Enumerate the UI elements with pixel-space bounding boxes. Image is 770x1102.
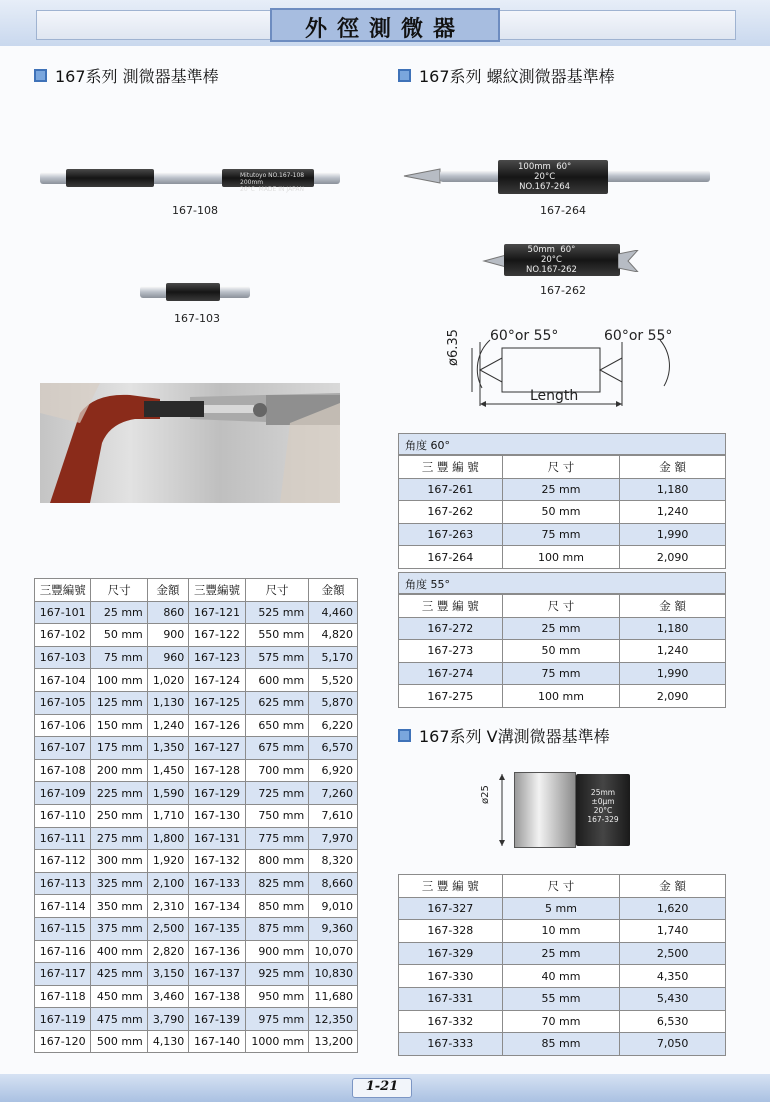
table-cell: 2,500 xyxy=(620,942,726,965)
table-cell: 425 mm xyxy=(91,963,147,986)
table-cell: 500 mm xyxy=(91,1030,147,1053)
table-row xyxy=(35,759,358,782)
table-cell: 75 mm xyxy=(91,646,147,669)
table-row xyxy=(35,737,358,760)
table-cell: 25 mm xyxy=(502,617,620,640)
table-cell: 167-123 xyxy=(189,646,245,669)
grip-marking: Mitutoyo NO.167-108 200mm 20°C MADE IN JAPAN xyxy=(240,172,305,193)
table-cell: 1,240 xyxy=(620,501,726,524)
table-row xyxy=(399,1010,726,1033)
angle-label-left: 60°or 55° xyxy=(490,328,559,344)
col-header-size: 尺寸 xyxy=(245,579,309,602)
page-number: 1-21 xyxy=(352,1078,412,1098)
table-cell: 167-106 xyxy=(35,714,91,737)
table-cell: 100 mm xyxy=(502,685,620,708)
table-row xyxy=(35,624,358,647)
table-cell: 250 mm xyxy=(91,804,147,827)
table-cell: 167-124 xyxy=(189,669,245,692)
section-heading-screw-bar xyxy=(398,64,615,87)
table-cell: 13,200 xyxy=(309,1030,358,1053)
table-row xyxy=(35,714,358,737)
table-cell: 1,620 xyxy=(620,897,726,920)
table-cell: 4,460 xyxy=(309,601,358,624)
table-cell: 2,500 xyxy=(147,917,189,940)
table-row xyxy=(399,640,726,663)
v-tip-icon xyxy=(618,250,640,272)
table-row xyxy=(399,662,726,685)
col-header-size: 尺 寸 xyxy=(502,595,620,618)
table-cell: 167-274 xyxy=(399,662,503,685)
table-cell: 800 mm xyxy=(245,850,309,873)
table-cell: 5,430 xyxy=(620,987,726,1010)
table-cell: 960 xyxy=(147,646,189,669)
image-caption: 167-103 xyxy=(174,312,220,325)
angle60-price-table xyxy=(398,455,726,569)
table-row xyxy=(35,804,358,827)
grip-marking: 100mm 60° 20°C NO.167-264 xyxy=(518,162,572,192)
table-cell: 5,170 xyxy=(309,646,358,669)
table-cell: 1,450 xyxy=(147,759,189,782)
table-cell: 4,350 xyxy=(620,965,726,988)
table-header-row xyxy=(35,579,358,602)
col-header-price: 金額 xyxy=(309,579,358,602)
table-cell: 10,830 xyxy=(309,963,358,986)
table-cell: 125 mm xyxy=(91,691,147,714)
table-cell: 725 mm xyxy=(245,782,309,805)
table-row xyxy=(35,646,358,669)
table-cell: 167-121 xyxy=(189,601,245,624)
table-cell: 175 mm xyxy=(91,737,147,760)
table-cell: 550 mm xyxy=(245,624,309,647)
table-cell: 1,590 xyxy=(147,782,189,805)
table-cell: 167-112 xyxy=(35,850,91,873)
table-cell: 9,360 xyxy=(309,917,358,940)
table-cell: 167-118 xyxy=(35,985,91,1008)
table-row xyxy=(399,685,726,708)
image-caption: 167-108 xyxy=(172,204,218,217)
table-cell: 225 mm xyxy=(91,782,147,805)
table-cell: 3,150 xyxy=(147,963,189,986)
table-cell: 167-140 xyxy=(189,1030,245,1053)
table-cell: 167-104 xyxy=(35,669,91,692)
table-cell: 900 mm xyxy=(245,940,309,963)
table-cell: 11,680 xyxy=(309,985,358,1008)
table-cell: 625 mm xyxy=(245,691,309,714)
table-cell: 1,920 xyxy=(147,850,189,873)
table-cell: 400 mm xyxy=(91,940,147,963)
table-row xyxy=(399,523,726,546)
table-cell: 12,350 xyxy=(309,1008,358,1031)
table-cell: 150 mm xyxy=(91,714,147,737)
table-row xyxy=(399,897,726,920)
table-cell: 7,260 xyxy=(309,782,358,805)
std-bar-price-table xyxy=(34,578,358,1053)
table-cell: 167-129 xyxy=(189,782,245,805)
table-cell: 167-114 xyxy=(35,895,91,918)
col-header-code: 三豐編號 xyxy=(35,579,91,602)
table-cell: 167-135 xyxy=(189,917,245,940)
table-cell: 4,130 xyxy=(147,1030,189,1053)
col-header-price: 金 額 xyxy=(620,595,726,618)
micrometer-photo-icon xyxy=(40,383,340,503)
table-cell: 75 mm xyxy=(502,662,620,685)
table-cell: 7,610 xyxy=(309,804,358,827)
table-header-row xyxy=(399,595,726,618)
table-cell: 600 mm xyxy=(245,669,309,692)
table-cell: 1000 mm xyxy=(245,1030,309,1053)
table-cell: 70 mm xyxy=(502,1010,620,1033)
table-row xyxy=(35,985,358,1008)
table-cell: 2,090 xyxy=(620,546,726,569)
page-title: 外徑測微器 xyxy=(304,17,465,42)
table-cell: 167-131 xyxy=(189,827,245,850)
table-cell: 25 mm xyxy=(502,942,620,965)
table-cell: 450 mm xyxy=(91,985,147,1008)
table-row xyxy=(399,478,726,501)
table-cell: 25 mm xyxy=(502,478,620,501)
table-cell: 167-127 xyxy=(189,737,245,760)
table-cell: 167-138 xyxy=(189,985,245,1008)
table-cell: 167-329 xyxy=(399,942,503,965)
angle-label-right: 60°or 55° xyxy=(604,328,673,344)
table-cell: 167-133 xyxy=(189,872,245,895)
table-cell: 900 xyxy=(147,624,189,647)
table-cell: 167-328 xyxy=(399,920,503,943)
table-cell: 1,240 xyxy=(147,714,189,737)
table-cell: 3,790 xyxy=(147,1008,189,1031)
table-cell: 975 mm xyxy=(245,1008,309,1031)
bar-grip xyxy=(166,283,220,301)
section-title: 167系列 螺紋測微器基準棒 xyxy=(419,67,615,86)
table-cell: 167-122 xyxy=(189,624,245,647)
table-row xyxy=(35,872,358,895)
table-cell: 167-102 xyxy=(35,624,91,647)
dimension-arrow-icon xyxy=(494,772,510,848)
table-cell: 5 mm xyxy=(502,897,620,920)
vbar-steel-body xyxy=(514,772,576,848)
table-cell: 6,530 xyxy=(620,1010,726,1033)
table-cell: 300 mm xyxy=(91,850,147,873)
table-cell: 525 mm xyxy=(245,601,309,624)
table-row xyxy=(35,1008,358,1031)
table-cell: 1,240 xyxy=(620,640,726,663)
table-cell: 575 mm xyxy=(245,646,309,669)
table-cell: 167-117 xyxy=(35,963,91,986)
table-cell: 167-134 xyxy=(189,895,245,918)
table-cell: 350 mm xyxy=(91,895,147,918)
table-cell: 860 xyxy=(147,601,189,624)
col-header-size: 尺 寸 xyxy=(502,456,620,479)
table-cell: 1,710 xyxy=(147,804,189,827)
table-cell: 1,020 xyxy=(147,669,189,692)
table-row xyxy=(35,895,358,918)
table-cell: 167-137 xyxy=(189,963,245,986)
table-cell: 1,800 xyxy=(147,827,189,850)
col-header-code: 三豐編號 xyxy=(189,579,245,602)
length-label: Length xyxy=(530,388,579,404)
conical-tip-icon xyxy=(402,166,442,186)
section-bullet-icon xyxy=(398,69,411,82)
table-cell: 950 mm xyxy=(245,985,309,1008)
table-cell: 167-273 xyxy=(399,640,503,663)
vgroove-price-table xyxy=(398,874,726,1056)
table-cell: 167-113 xyxy=(35,872,91,895)
table-cell: 2,090 xyxy=(620,685,726,708)
table-row xyxy=(35,850,358,873)
table-cell: 167-333 xyxy=(399,1033,503,1056)
table-cell: 167-125 xyxy=(189,691,245,714)
angle55-price-table xyxy=(398,594,726,708)
table-row xyxy=(35,669,358,692)
group-label-angle60: 角度 60° xyxy=(398,433,726,455)
table-cell: 50 mm xyxy=(502,640,620,663)
table-cell: 9,010 xyxy=(309,895,358,918)
bar-grip-left xyxy=(66,169,154,187)
table-row xyxy=(35,601,358,624)
table-cell: 825 mm xyxy=(245,872,309,895)
table-header-row xyxy=(399,875,726,898)
image-caption: 167-262 xyxy=(540,284,586,297)
table-cell: 167-105 xyxy=(35,691,91,714)
table-cell: 167-139 xyxy=(189,1008,245,1031)
product-photo xyxy=(40,383,340,503)
diameter-label: ø6.35 xyxy=(446,329,461,366)
table-cell: 167-264 xyxy=(399,546,503,569)
table-cell: 850 mm xyxy=(245,895,309,918)
table-cell: 75 mm xyxy=(502,523,620,546)
table-cell: 100 mm xyxy=(502,546,620,569)
table-cell: 100 mm xyxy=(91,669,147,692)
table-cell: 167-103 xyxy=(35,646,91,669)
table-cell: 7,970 xyxy=(309,827,358,850)
table-cell: 5,520 xyxy=(309,669,358,692)
table-cell: 167-126 xyxy=(189,714,245,737)
table-cell: 3,460 xyxy=(147,985,189,1008)
col-header-code: 三 豐 編 號 xyxy=(399,456,503,479)
table-cell: 1,180 xyxy=(620,617,726,640)
table-cell: 167-331 xyxy=(399,987,503,1010)
table-cell: 10 mm xyxy=(502,920,620,943)
table-cell: 85 mm xyxy=(502,1033,620,1056)
table-row xyxy=(399,965,726,988)
table-cell: 6,920 xyxy=(309,759,358,782)
table-row xyxy=(35,782,358,805)
vbar-diameter-label: ø25 xyxy=(480,785,491,804)
table-cell: 167-119 xyxy=(35,1008,91,1031)
table-cell: 167-130 xyxy=(189,804,245,827)
table-cell: 1,990 xyxy=(620,523,726,546)
table-cell: 167-116 xyxy=(35,940,91,963)
table-cell: 8,320 xyxy=(309,850,358,873)
table-row xyxy=(399,501,726,524)
table-cell: 167-109 xyxy=(35,782,91,805)
table-cell: 650 mm xyxy=(245,714,309,737)
section-bullet-icon xyxy=(34,69,47,82)
table-cell: 167-120 xyxy=(35,1030,91,1053)
table-header-row xyxy=(399,456,726,479)
table-cell: 167-272 xyxy=(399,617,503,640)
table-cell: 167-332 xyxy=(399,1010,503,1033)
table-cell: 8,660 xyxy=(309,872,358,895)
image-caption: 167-264 xyxy=(540,204,586,217)
table-cell: 25 mm xyxy=(91,601,147,624)
table-cell: 275 mm xyxy=(91,827,147,850)
table-cell: 50 mm xyxy=(91,624,147,647)
page-footer xyxy=(0,1074,770,1102)
col-header-size: 尺寸 xyxy=(91,579,147,602)
table-cell: 167-110 xyxy=(35,804,91,827)
table-cell: 675 mm xyxy=(245,737,309,760)
table-cell: 325 mm xyxy=(91,872,147,895)
table-cell: 375 mm xyxy=(91,917,147,940)
table-cell: 167-275 xyxy=(399,685,503,708)
section-heading-std-bar xyxy=(34,64,219,87)
table-row xyxy=(35,917,358,940)
table-cell: 875 mm xyxy=(245,917,309,940)
table-cell: 50 mm xyxy=(502,501,620,524)
table-cell: 167-132 xyxy=(189,850,245,873)
table-cell: 1,130 xyxy=(147,691,189,714)
section-title: 167系列 測微器基準棒 xyxy=(55,67,219,86)
table-cell: 1,180 xyxy=(620,478,726,501)
table-cell: 775 mm xyxy=(245,827,309,850)
table-cell: 167-327 xyxy=(399,897,503,920)
table-row xyxy=(399,920,726,943)
col-header-size: 尺 寸 xyxy=(502,875,620,898)
table-cell: 167-136 xyxy=(189,940,245,963)
table-row xyxy=(35,691,358,714)
table-row xyxy=(35,963,358,986)
table-cell: 40 mm xyxy=(502,965,620,988)
table-cell: 6,220 xyxy=(309,714,358,737)
col-header-code: 三 豐 編 號 xyxy=(399,875,503,898)
group-label-angle55: 角度 55° xyxy=(398,572,726,594)
table-row xyxy=(35,940,358,963)
section-heading-vgroove-bar xyxy=(398,724,610,747)
table-cell: 1,740 xyxy=(620,920,726,943)
table-row xyxy=(35,1030,358,1053)
table-cell: 2,310 xyxy=(147,895,189,918)
table-cell: 2,100 xyxy=(147,872,189,895)
table-row xyxy=(399,1033,726,1056)
table-cell: 167-101 xyxy=(35,601,91,624)
table-cell: 167-108 xyxy=(35,759,91,782)
table-cell: 167-330 xyxy=(399,965,503,988)
table-cell: 1,990 xyxy=(620,662,726,685)
table-cell: 167-111 xyxy=(35,827,91,850)
table-cell: 167-115 xyxy=(35,917,91,940)
table-cell: 700 mm xyxy=(245,759,309,782)
table-row xyxy=(399,987,726,1010)
table-cell: 7,050 xyxy=(620,1033,726,1056)
table-cell: 10,070 xyxy=(309,940,358,963)
section-title: 167系列 V溝測微器基準棒 xyxy=(419,727,610,746)
col-header-price: 金 額 xyxy=(620,456,726,479)
table-cell: 4,820 xyxy=(309,624,358,647)
table-cell: 475 mm xyxy=(91,1008,147,1031)
page-header-banner xyxy=(0,0,770,46)
col-header-price: 金 額 xyxy=(620,875,726,898)
table-cell: 167-107 xyxy=(35,737,91,760)
grip-marking: 50mm 60° 20°C NO.167-262 xyxy=(526,245,577,275)
table-cell: 6,570 xyxy=(309,737,358,760)
table-cell: 925 mm xyxy=(245,963,309,986)
col-header-code: 三 豐 編 號 xyxy=(399,595,503,618)
table-row xyxy=(399,546,726,569)
table-cell: 167-261 xyxy=(399,478,503,501)
table-cell: 2,820 xyxy=(147,940,189,963)
table-cell: 167-262 xyxy=(399,501,503,524)
table-cell: 200 mm xyxy=(91,759,147,782)
table-cell: 167-128 xyxy=(189,759,245,782)
table-row xyxy=(399,942,726,965)
table-row xyxy=(35,827,358,850)
table-cell: 1,350 xyxy=(147,737,189,760)
vbar-marking: 25mm ±0μm 20°C 167-329 xyxy=(587,788,619,824)
table-cell: 55 mm xyxy=(502,987,620,1010)
table-cell: 167-263 xyxy=(399,523,503,546)
col-header-price: 金額 xyxy=(147,579,189,602)
table-cell: 750 mm xyxy=(245,804,309,827)
table-cell: 5,870 xyxy=(309,691,358,714)
section-bullet-icon xyxy=(398,729,411,742)
table-row xyxy=(399,617,726,640)
